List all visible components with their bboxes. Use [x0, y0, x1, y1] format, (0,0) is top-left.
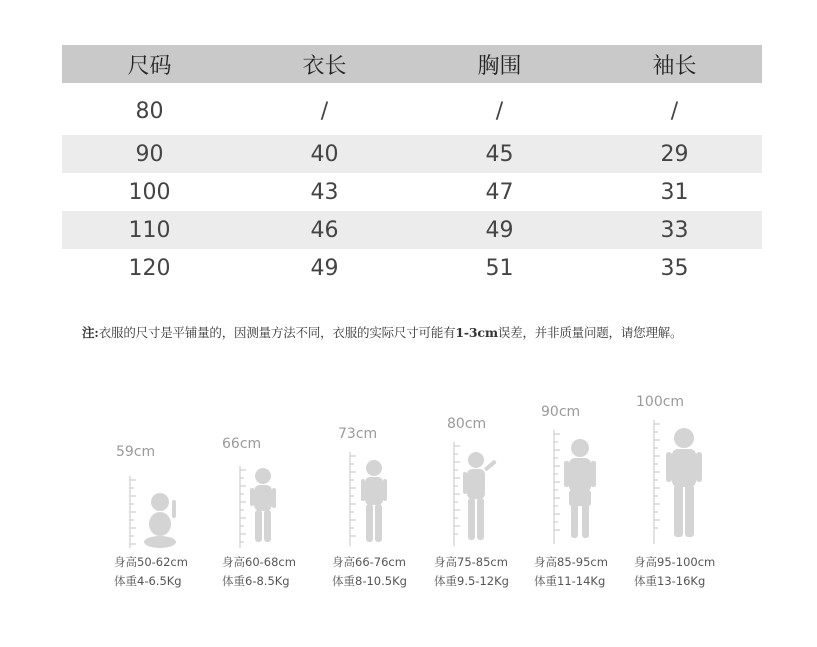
weight-range: 体重9.5-12Kg — [434, 574, 509, 588]
cell-length: / — [320, 98, 329, 124]
cell-sleeve: / — [670, 98, 679, 124]
size-figure-2 — [220, 436, 340, 636]
weight-range: 体重11-14Kg — [534, 574, 606, 588]
table-row — [62, 135, 762, 173]
header-chest: 胸围 — [412, 45, 587, 83]
cell-chest: 45 — [412, 135, 587, 173]
height-label: 59cm — [116, 444, 156, 460]
table-header-row — [62, 45, 762, 83]
height-range: 身高50-62cm — [114, 555, 188, 569]
cell-sleeve: 35 — [660, 255, 689, 281]
weight-range: 体重8-10.5Kg — [332, 574, 407, 588]
height-range: 身高60-68cm — [222, 555, 296, 569]
child-standing-icon — [644, 416, 724, 576]
height-label: 80cm — [447, 416, 487, 432]
measurement-note — [82, 323, 782, 341]
height-range: 身高66-76cm — [332, 555, 406, 569]
header-size: 尺码 — [62, 45, 237, 83]
cell-length: 43 — [310, 179, 339, 205]
size-figure-1 — [112, 440, 232, 640]
cell-length: 49 — [310, 255, 339, 281]
table-row — [62, 173, 762, 211]
cell-chest: 47 — [485, 179, 514, 205]
weight-range: 体重13-16Kg — [634, 574, 706, 588]
note-text-after: 误差，并非质量问题，请您理解。 — [497, 325, 683, 340]
height-label: 66cm — [222, 436, 262, 452]
table-row — [62, 211, 762, 249]
size-figure-6 — [632, 392, 752, 592]
cell-size: 90 — [62, 135, 237, 173]
height-range: 身高95-100cm — [634, 555, 716, 569]
cell-length: 46 — [237, 211, 412, 249]
height-label: 90cm — [541, 404, 581, 420]
note-range: 1-3cm — [455, 325, 498, 340]
table-row — [62, 249, 762, 287]
table-row — [62, 83, 762, 135]
header-sleeve: 袖长 — [587, 45, 762, 83]
cell-chest: 49 — [412, 211, 587, 249]
note-text-before: 衣服的尺寸是平铺量的，因测量方法不同，衣服的实际尺寸可能有 — [98, 325, 456, 340]
cell-size: 120 — [128, 255, 171, 281]
cell-chest: 51 — [485, 255, 514, 281]
cell-chest: / — [495, 98, 504, 124]
header-length: 衣长 — [237, 45, 412, 83]
height-range: 身高85-95cm — [534, 555, 608, 569]
cell-size: 80 — [135, 98, 164, 124]
cell-length: 40 — [237, 135, 412, 173]
height-label: 100cm — [636, 394, 685, 410]
note-prefix: 注: — [82, 325, 99, 340]
weight-range: 体重4-6.5Kg — [114, 574, 182, 588]
cell-size: 100 — [128, 179, 171, 205]
cell-sleeve: 29 — [587, 135, 762, 173]
cell-sleeve: 31 — [660, 179, 689, 205]
size-table — [62, 45, 762, 287]
height-range: 身高75-85cm — [434, 555, 508, 569]
cell-sleeve: 33 — [587, 211, 762, 249]
height-label: 73cm — [338, 426, 378, 442]
weight-range: 体重6-8.5Kg — [222, 574, 290, 588]
cell-size: 110 — [62, 211, 237, 249]
